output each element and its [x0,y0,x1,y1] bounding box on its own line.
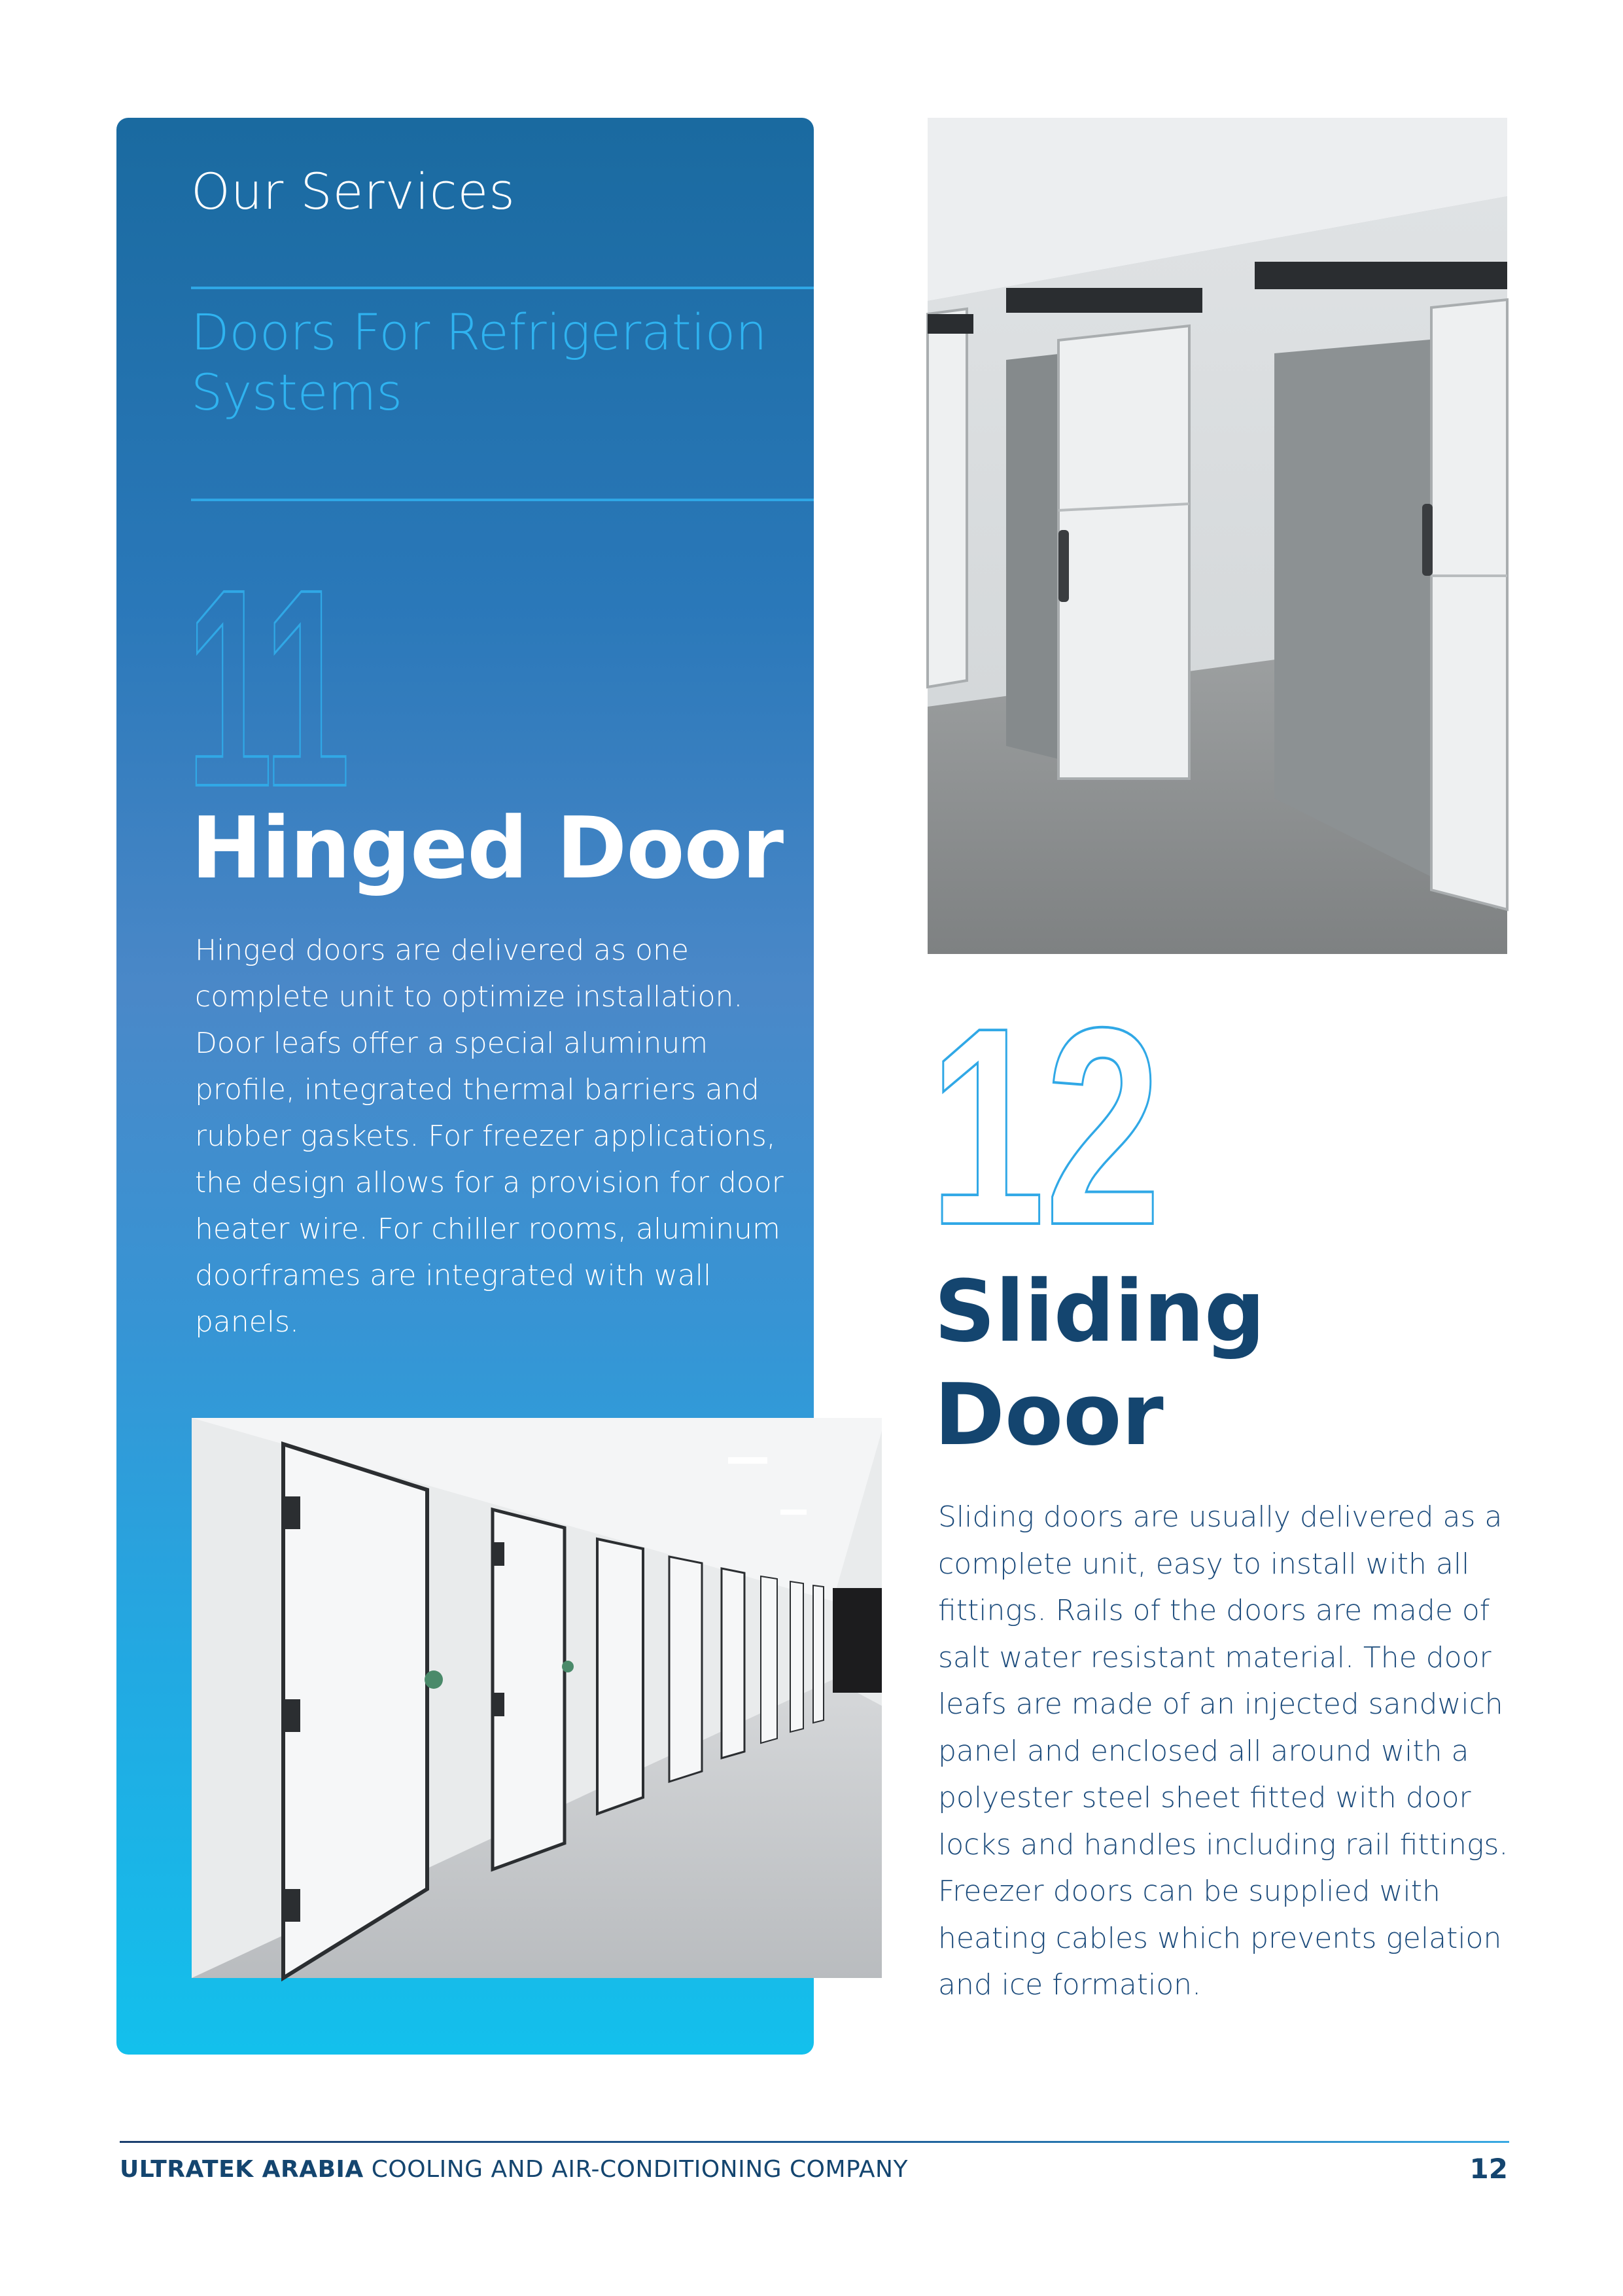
footer-divider [120,2141,1509,2143]
sliding-door-illustration [928,118,1507,954]
page-number: 12 [1469,2153,1508,2185]
footer-company-rest: COOLING AND AIR-CONDITIONING COMPANY [363,2156,908,2183]
item-number-12 [929,970,1178,1284]
sliding-door-title: Sliding Door [934,1262,1265,1464]
item-number-11-text: 11 [186,531,350,845]
heading-divider-top [191,287,814,289]
section-heading: Our Services [191,162,515,221]
hinged-door-photo [192,1418,882,1978]
item-number-12-text: 12 [929,970,1161,1284]
hinged-door-illustration [192,1418,882,1978]
hinged-door-description: Hinged doors are delivered as one complete unit to optimize installation. Door leafs offer a special aluminum profile, integrated thermal barriers and rubber gaskets. For freezer applications, the design allows for a provision for door heater wire. For chiller rooms, aluminum doorframes are integrated with wall panels. [195,934,784,1339]
heading-divider-bottom [191,499,814,501]
sliding-door-description: Sliding doors are usually delivered as a complete unit, easy to install with all fittings. Rails of the doors are made of salt water resistant material. The door leafs are made of an injected sandwich panel and enclosed all around with a polyester steel sheet fitted with door locks and handles including rail fittings. Freezer doors can be supplied with heating cables which prevents gelation and ice formation. [938,1500,1509,2002]
footer-brand: ULTRATEK ARABIA [120,2156,364,2183]
item-number-11 [186,531,383,845]
footer-company [120,2156,908,2183]
section-subheading: Doors For Refrigeration Systems [191,303,767,421]
sliding-door-photo [928,118,1507,954]
hinged-door-title: Hinged Door [191,798,784,898]
